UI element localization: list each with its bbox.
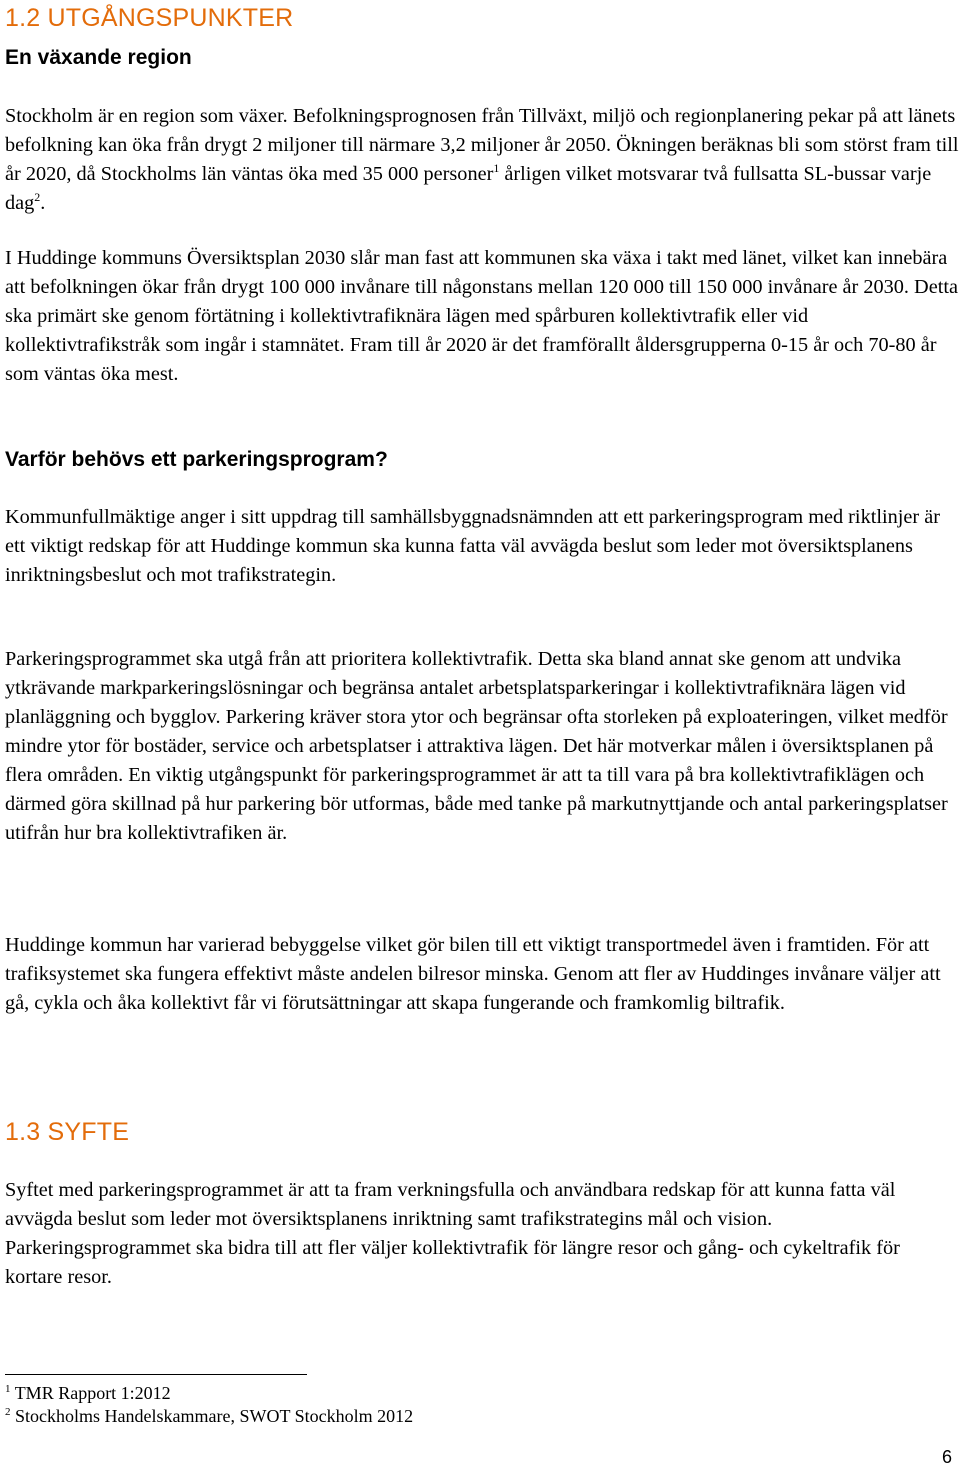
paragraph-priorities: Parkeringsprogrammet ska utgå från att prioritera kollektivtrafik. Detta ska bland annat ske genom att undvika ytkrävande markparkeringslösningar och begränsa antalet arbetsplatsparkeringar i kollektivtrafiknära lägen vid planläggning och bygglov. Parkering kräver stora ytor och begränsar ofta storleken på exploateringen, vilket medför mindre ytor för bostäder, service och arbetsplatser i attraktiva lägen. Det här motverkar målen i översiktsplanen på flera områden. En viktig utgångspunkt för parkeringsprogrammet är att ta till vara på bra kollektivtrafiklägen och därmed göra skillnad på hur parkering bör utformas, både med tanke på markutnyttjande och antal parkeringsplatser utifrån hur bra kollektivtrafiken är.: [5, 648, 948, 844]
page-number: 6: [941, 1447, 952, 1467]
subheading-growing-region: En växande region: [5, 46, 192, 69]
paragraph-huddinge-plan: I Huddinge kommuns Översiktsplan 2030 slår man fast att kommunen ska växa i takt med länet, vilket kan innebära att befolkningen ökar från drygt 100 000 invånare till någonstans mellan 120 000 till 150 000 invånare år 2030. Detta ska primärt ske genom förtätning i kollektivtrafiknära lägen med spårburen kollektivtrafik eller vid kollektivtrafikstråk som ingår i stamnätet. Fram till år 2020 är det framförallt åldersgrupperna 0-15 år och 70-80 år som väntas öka mest.: [5, 247, 958, 385]
paragraph-car-traffic: Huddinge kommun har varierad bebyggelse vilket gör bilen till ett viktigt transportmedel även i framtiden. För att trafiksystemet ska fungera effektivt måste andelen bilresor minska. Genom att fler av Huddinges invånare väljer att gå, cykla och åka kollektivt får vi förutsättningar att skapa fungerande och framkomlig biltrafik.: [5, 934, 941, 1014]
paragraph-mandate: Kommunfullmäktige anger i sitt uppdrag till samhällsbyggnadsnämnden att ett parkeringsprogram med riktlinjer är ett viktigt redskap för att Huddinge kommun ska kunna fatta väl avvägda beslut som leder mot översiktsplanens inriktningsbeslut och mot trafikstrategin.: [5, 506, 940, 586]
paragraph-purpose: Syftet med parkeringsprogrammet är att ta fram verkningsfulla och användbara redskap för att kunna fatta väl avvägda beslut som leder mot översiktsplanens inriktning samt trafikstrategins mål och vision. Parkeringsprogrammet ska bidra till att fler väljer kollektivtrafik för längre resor och gång- och cykeltrafik för kortare resor.: [5, 1179, 900, 1288]
footnote-number: 1: [5, 1383, 11, 1395]
subheading-why-program: Varför behövs ett parkeringsprogram?: [5, 448, 388, 471]
footnote-ref-1: 1: [493, 161, 500, 175]
footnote-2: [5, 1405, 413, 1427]
section-heading-1-2: 1.2 UTGÅNGSPUNKTER: [5, 4, 294, 32]
footnote-text: TMR Rapport 1:2012: [14, 1383, 171, 1403]
paragraph-region-growth: [5, 102, 960, 218]
paragraph-text: Stockholm är en region som växer. Befolkningsprognosen från Tillväxt, miljö och regionplanering pekar på att länets befolkning kan öka från drygt 2 miljoner till närmare 3,2 miljoner år 2050. Ökningen beräknas bli som störst fram till år 2020, då Stockholms län väntas öka med 35 000 personer: [5, 105, 959, 185]
footnote-ref-2: 2: [34, 190, 41, 204]
footnote-1: [5, 1382, 171, 1404]
footnote-text: Stockholms Handelskammare, SWOT Stockholm 2012: [15, 1406, 414, 1426]
footnote-divider: [5, 1374, 307, 1375]
section-heading-1-3: 1.3 SYFTE: [5, 1118, 130, 1146]
footnote-number: 2: [5, 1406, 11, 1418]
paragraph-text: årligen vilket motsvarar två fullsatta SL-bussar varje dag: [5, 163, 932, 214]
paragraph-text: .: [40, 192, 46, 214]
